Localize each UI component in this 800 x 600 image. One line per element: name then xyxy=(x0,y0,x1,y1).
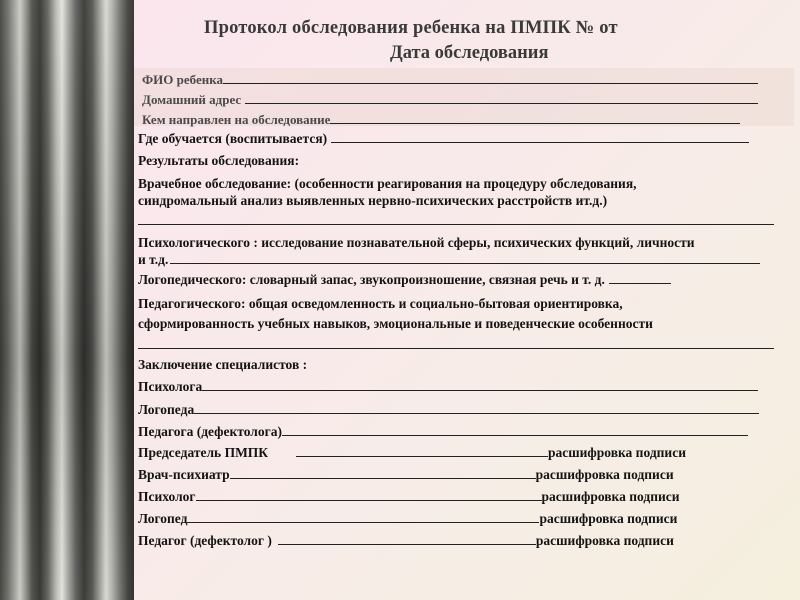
address-blank xyxy=(245,90,758,104)
speech-conclusion-blank xyxy=(194,400,759,414)
speech-conclusion-field[interactable] xyxy=(138,400,778,420)
signature-blank xyxy=(296,443,548,457)
referred-field[interactable] xyxy=(142,110,778,130)
signature-row[interactable] xyxy=(138,509,778,529)
title-line-1: Протокол обследования ребенка на ПМПК № от xyxy=(204,18,618,38)
signature-blank xyxy=(278,531,536,545)
signature-label: расшифровка подписи xyxy=(548,445,686,460)
decorative-sidebar xyxy=(0,0,134,600)
speech-conclusion-label: Логопеда xyxy=(138,402,195,417)
signature-blank xyxy=(187,509,539,523)
medical-line-2: синдромальный анализ выявленных нервно-психических расстройств ит.д.) xyxy=(138,193,608,208)
referred-label: Кем направлен на обследование xyxy=(142,112,331,127)
pedag-line-1: Педагогического: общая осведомленность и социально-бытовая ориентировка, xyxy=(138,296,623,311)
psych-blank xyxy=(170,250,760,264)
psych-line-2: и т.д. xyxy=(138,252,169,267)
speech-blank xyxy=(609,270,671,284)
signature-blank xyxy=(230,465,536,479)
pedag-blank[interactable] xyxy=(138,348,774,349)
speech-field[interactable] xyxy=(138,270,778,290)
protocol-document xyxy=(134,0,800,600)
title-line-2: Дата обследования xyxy=(390,43,549,63)
psych-line-1: Психологического : исследование познавательной сферы, психических функций, личности xyxy=(138,235,695,250)
signature-role: Психолог xyxy=(138,489,196,504)
signature-row[interactable] xyxy=(138,465,778,485)
psych-field[interactable] xyxy=(138,250,778,270)
studies-label: Где обучается (воспитывается) xyxy=(138,131,328,146)
signature-row[interactable] xyxy=(138,443,778,463)
psychologist-conclusion-blank xyxy=(202,377,758,391)
signature-label: расшифровка подписи xyxy=(541,489,680,504)
medical-line-1: Врачебное обследование: (особенности реагирования на процедуру обследования, xyxy=(138,176,637,191)
signature-label: расшифровка подписи xyxy=(539,511,678,526)
signature-row[interactable] xyxy=(138,487,778,507)
address-label: Домашний адрес xyxy=(142,92,242,107)
fio-field[interactable] xyxy=(142,70,778,90)
signature-label: расшифровка подписи xyxy=(535,533,674,548)
signature-row[interactable] xyxy=(138,531,778,551)
document-title xyxy=(204,18,800,64)
signature-blank xyxy=(196,487,542,501)
studies-field[interactable] xyxy=(138,129,778,149)
teacher-conclusion-label: Педагога (дефектолога) xyxy=(138,424,283,439)
conclusion-heading: Заключение специалистов : xyxy=(138,357,308,372)
signature-role: Логопед xyxy=(138,511,188,526)
results-heading: Результаты обследования: xyxy=(138,153,300,168)
signature-role: Председатель ПМПК xyxy=(138,445,269,460)
pedag-line-2: сформированность учебных навыков, эмоциональные и поведенческие особенности xyxy=(138,316,653,331)
speech-label: Логопедического: словарный запас, звукопроизношение, связная речь и т. д. xyxy=(138,272,605,287)
psychologist-conclusion-label: Психолога xyxy=(138,379,203,394)
medical-blank[interactable] xyxy=(138,224,774,225)
signature-role: Педагог (дефектолог ) xyxy=(138,533,272,548)
referred-blank xyxy=(330,110,740,124)
teacher-conclusion-field[interactable] xyxy=(138,422,778,442)
fio-label: ФИО ребенка xyxy=(142,72,224,87)
signature-role: Врач-психиатр xyxy=(138,467,230,482)
teacher-conclusion-blank xyxy=(282,422,748,436)
studies-blank xyxy=(331,129,749,143)
fio-blank xyxy=(223,70,758,84)
address-field[interactable] xyxy=(142,90,778,110)
psychologist-conclusion-field[interactable] xyxy=(138,377,778,397)
signature-label: расшифровка подписи xyxy=(535,467,674,482)
